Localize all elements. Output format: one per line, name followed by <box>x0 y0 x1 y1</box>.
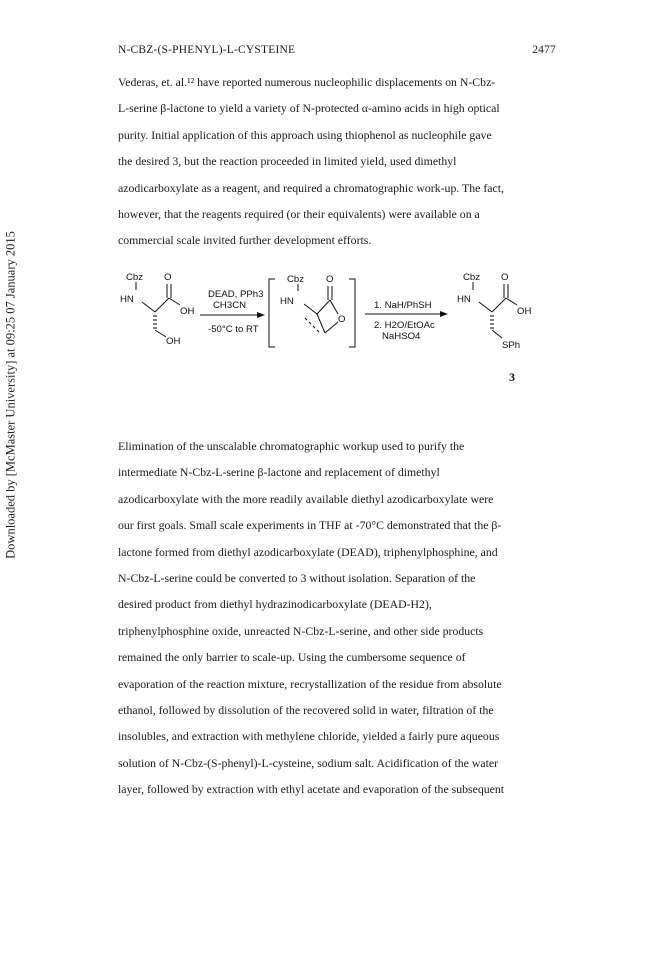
text-line: evaporation of the reaction mixture, recrystallization of the residue from absolute <box>118 676 502 691</box>
page-number: 2477 <box>532 44 556 56</box>
text-line: intermediate N-Cbz-L-serine β-lactone and replacement of dimethyl <box>118 465 440 480</box>
prod-cbz-label: Cbz <box>463 272 481 283</box>
paragraph-elimination <box>118 433 558 803</box>
sm-carbonyl-o-label: O <box>164 272 172 283</box>
sm-hn-label: HN <box>120 294 134 305</box>
prod-hn-label: HN <box>457 294 471 305</box>
reaction-scheme-drawing <box>112 268 558 408</box>
text-line: commercial scale invited further development efforts. <box>118 233 372 248</box>
text-line: Elimination of the unscalable chromatographic workup used to purify the <box>118 439 465 453</box>
text-line: triphenylphosphine oxide, unreacted N-Cbz-L-serine, and other side products <box>118 623 484 638</box>
int-cbz-label: Cbz <box>287 274 305 285</box>
prod-carbonyl-o-label: O <box>501 272 509 283</box>
text-line: the desired 3, but the reaction proceeded in limited yield, used dimethyl <box>118 154 457 169</box>
step2-reagent-c: NaHSO4 <box>382 331 421 342</box>
sm-cbz-label: Cbz <box>126 272 144 283</box>
download-note-text: Downloaded by [McMaster University] at 09:25 07 January 2015 <box>3 231 18 559</box>
text-line: insolubles, and extraction with methylene chloride, yielded a fairly pure aqueous <box>118 729 500 744</box>
int-ring-o-label: O <box>338 314 346 325</box>
text-line: desired product from diethyl hydrazinodicarboxylate (DEAD-H2), <box>118 597 432 612</box>
step1-conditions: -50°C to RT <box>208 324 259 335</box>
int-hn-label: HN <box>280 296 294 307</box>
text-line: L-serine β-lactone to yield a variety of N-protected α-amino acids in high optical <box>118 101 500 116</box>
prod-acid-oh-label: OH <box>517 306 532 317</box>
int-carbonyl-o-label: O <box>326 274 334 285</box>
compound-number-label: 3 <box>509 370 515 384</box>
text-line: layer, followed by extraction with ethyl acetate and evaporation of the subsequent <box>118 782 505 797</box>
text-line: purity. Initial application of this approach using thiophenol as nucleophile gave <box>118 127 492 142</box>
text-line: lactone formed from diethyl azodicarboxylate (DEAD), triphenylphosphine, and <box>118 544 498 559</box>
text-line: azodicarboxylate with the more readily available diethyl azodicarboxylate were <box>118 491 494 506</box>
paragraph-intro <box>118 69 558 254</box>
prod-sph-label: SPh <box>502 340 521 351</box>
sm-side-oh-label: OH <box>166 336 181 347</box>
text-line: azodicarboxylate as a reagent, and required a chromatographic work-up. The fact, <box>118 180 504 195</box>
step2-reagent-a: 1. NaH/PhSH <box>374 300 432 311</box>
text-line: ethanol, followed by dissolution of the recovered solid in water, filtration of the <box>118 703 494 718</box>
download-watermark <box>2 180 20 610</box>
step1-reagent-b: CH3CN <box>213 300 247 311</box>
reaction-scheme <box>112 268 558 408</box>
text-line: Vederas, et. al.¹² have reported numerous nucleophilic displacements on N-Cbz- <box>118 75 496 89</box>
step1-reagent-a: DEAD, PPh3 <box>208 289 264 300</box>
text-line: however, that the reagents required (or their equivalents) were available on a <box>118 207 480 222</box>
text-line: our first goals. Small scale experiments in THF at -70°C demonstrated that the β- <box>118 518 502 533</box>
running-title: N-CBZ-(S-PHENYL)-L-CYSTEINE <box>118 44 296 56</box>
step2-reagent-b: 2. H2O/EtOAc <box>374 320 435 331</box>
sm-acid-oh-label: OH <box>180 306 195 317</box>
text-line: N-Cbz-L-serine could be converted to 3 without isolation. Separation of the <box>118 571 476 586</box>
text-line: remained the only barrier to scale-up. Using the cumbersome sequence of <box>118 650 466 665</box>
text-line: solution of N-Cbz-(S-phenyl)-L-cysteine, sodium salt. Acidification of the water <box>118 755 499 770</box>
